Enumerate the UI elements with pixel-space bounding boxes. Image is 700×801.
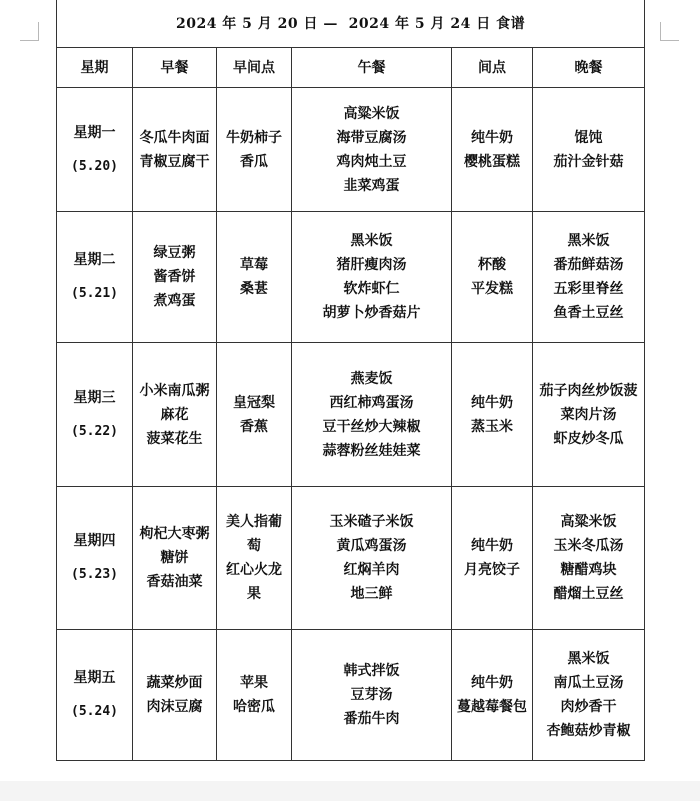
menu-item: 馄饨 bbox=[574, 129, 603, 146]
menu-item: 肉炒香干 bbox=[560, 699, 617, 715]
menu-item: 豆干丝炒大辣椒 bbox=[322, 418, 421, 435]
menu-item: 韭菜鸡蛋 bbox=[343, 177, 400, 194]
menu-item: 菠菜花生 bbox=[146, 430, 203, 447]
menu-item: 肉沫豆腐 bbox=[146, 699, 203, 715]
menu-item: 番茄牛肉 bbox=[343, 711, 400, 727]
day-row bbox=[57, 343, 645, 487]
menu-item: 五彩里脊丝 bbox=[553, 281, 624, 297]
weekday-date: (5.21) bbox=[71, 286, 118, 301]
menu-item: 枸杞大枣粥 bbox=[139, 526, 210, 542]
weekday-name: 星期一 bbox=[73, 124, 116, 141]
lunch-cell bbox=[292, 343, 452, 487]
menu-item: 草莓 bbox=[240, 257, 268, 273]
menu-item: 鱼香土豆丝 bbox=[553, 305, 624, 321]
weekday-name: 星期三 bbox=[73, 389, 116, 406]
menu-item: 蔓越莓餐包 bbox=[457, 699, 527, 715]
menu-item: 冬瓜牛肉面 bbox=[139, 129, 210, 146]
weekly-menu-table bbox=[56, 0, 645, 761]
menu-item: 番茄鲜菇汤 bbox=[553, 257, 624, 273]
menu-item: 青椒豆腐干 bbox=[139, 153, 210, 170]
column-header-morning-snack: 早间点 bbox=[217, 48, 292, 88]
menu-item: 玉米冬瓜汤 bbox=[553, 538, 624, 554]
menu-item: 香菇油菜 bbox=[146, 574, 203, 590]
menu-item: 海带豆腐汤 bbox=[336, 129, 407, 146]
menu-item: 西红柿鸡蛋汤 bbox=[329, 394, 414, 411]
menu-item: 杏鲍菇炒青椒 bbox=[546, 723, 631, 739]
morning-snack-cell bbox=[217, 88, 292, 212]
morning-snack-cell bbox=[217, 487, 292, 630]
menu-item: 黑米饭 bbox=[567, 233, 610, 249]
afternoon-snack-cell bbox=[452, 212, 533, 343]
menu-item: 南瓜土豆汤 bbox=[553, 675, 624, 691]
weekday-cell bbox=[57, 212, 133, 343]
menu-item: 蒜蓉粉丝娃娃菜 bbox=[322, 442, 421, 459]
breakfast-cell bbox=[133, 487, 217, 630]
menu-item: 猪肝瘦肉汤 bbox=[336, 257, 407, 273]
menu-item: 香蕉 bbox=[240, 418, 268, 435]
menu-item: 红心火龙果 bbox=[226, 562, 282, 602]
menu-item: 纯牛奶 bbox=[471, 129, 513, 146]
menu-item: 月亮饺子 bbox=[464, 562, 520, 578]
menu-item: 燕麦饭 bbox=[350, 370, 393, 387]
menu-item: 茄子肉丝炒饭菠菜肉片汤 bbox=[539, 382, 638, 423]
column-header-afternoon-snack: 间点 bbox=[452, 48, 533, 88]
page-corner-mark-right bbox=[660, 22, 679, 41]
day-row bbox=[57, 487, 645, 630]
menu-item: 纯牛奶 bbox=[471, 394, 513, 411]
menu-item: 杯酸 bbox=[478, 257, 506, 273]
dinner-cell bbox=[533, 88, 645, 212]
menu-item: 虾皮炒冬瓜 bbox=[553, 430, 624, 447]
menu-title: 2024 年 5 月 20 日 — 2024 年 5 月 24 日 食谱 bbox=[57, 0, 645, 48]
menu-item: 高粱米饭 bbox=[560, 514, 617, 530]
menu-item: 桑葚 bbox=[240, 281, 268, 297]
menu-item: 蒸玉米 bbox=[471, 418, 513, 435]
weekday-date: (5.22) bbox=[71, 423, 118, 439]
menu-item: 哈密瓜 bbox=[233, 699, 275, 715]
column-header-row bbox=[57, 48, 645, 88]
menu-item: 纯牛奶 bbox=[471, 675, 513, 691]
menu-item: 地三鲜 bbox=[350, 586, 393, 602]
menu-item: 茄汁金针菇 bbox=[553, 153, 624, 170]
weekday-cell bbox=[57, 487, 133, 630]
lunch-cell bbox=[292, 212, 452, 343]
breakfast-cell bbox=[133, 212, 217, 343]
weekday-cell bbox=[57, 343, 133, 487]
breakfast-cell bbox=[133, 343, 217, 487]
menu-item: 鸡肉炖土豆 bbox=[336, 153, 407, 170]
morning-snack-cell bbox=[217, 343, 292, 487]
menu-item: 牛奶柿子 bbox=[226, 129, 282, 146]
page-corner-mark-left bbox=[20, 22, 39, 41]
weekday-name: 星期五 bbox=[73, 670, 116, 686]
menu-item: 胡萝卜炒香菇片 bbox=[322, 305, 421, 321]
lunch-cell bbox=[292, 487, 452, 630]
day-row bbox=[57, 630, 645, 761]
column-header-lunch: 午餐 bbox=[292, 48, 452, 88]
afternoon-snack-cell bbox=[452, 487, 533, 630]
menu-item: 韩式拌饭 bbox=[343, 663, 400, 679]
dinner-cell bbox=[533, 212, 645, 343]
menu-item: 麻花 bbox=[160, 406, 189, 423]
breakfast-cell bbox=[133, 88, 217, 212]
menu-item: 绿豆粥 bbox=[153, 245, 196, 261]
menu-item: 酱香饼 bbox=[153, 269, 196, 285]
weekday-name: 星期四 bbox=[73, 533, 116, 549]
lunch-cell bbox=[292, 88, 452, 212]
column-header-weekday: 星期 bbox=[57, 48, 133, 88]
menu-item: 平发糕 bbox=[471, 281, 513, 297]
menu-item: 黑米饭 bbox=[567, 651, 610, 667]
page-bottom-band bbox=[0, 781, 700, 801]
dinner-cell bbox=[533, 630, 645, 761]
weekday-cell bbox=[57, 88, 133, 212]
menu-item: 醋熘土豆丝 bbox=[553, 586, 624, 602]
menu-item: 煮鸡蛋 bbox=[153, 293, 196, 309]
menu-item: 蔬菜炒面 bbox=[146, 675, 203, 691]
column-header-breakfast: 早餐 bbox=[133, 48, 217, 88]
menu-item: 玉米碴子米饭 bbox=[329, 514, 414, 530]
afternoon-snack-cell bbox=[452, 343, 533, 487]
afternoon-snack-cell bbox=[452, 88, 533, 212]
menu-item: 软炸虾仁 bbox=[343, 281, 400, 297]
lunch-cell bbox=[292, 630, 452, 761]
menu-item: 黄瓜鸡蛋汤 bbox=[336, 538, 407, 554]
weekday-date: (5.23) bbox=[71, 567, 118, 582]
day-row bbox=[57, 212, 645, 343]
afternoon-snack-cell bbox=[452, 630, 533, 761]
dinner-cell bbox=[533, 343, 645, 487]
menu-item: 纯牛奶 bbox=[471, 538, 513, 554]
column-header-dinner: 晚餐 bbox=[533, 48, 645, 88]
menu-item: 红焖羊肉 bbox=[343, 562, 400, 578]
menu-item: 豆芽汤 bbox=[350, 687, 393, 703]
menu-item: 高粱米饭 bbox=[343, 105, 400, 122]
weekday-cell bbox=[57, 630, 133, 761]
morning-snack-cell bbox=[217, 212, 292, 343]
day-row bbox=[57, 88, 645, 212]
menu-item: 黑米饭 bbox=[350, 233, 393, 249]
morning-snack-cell bbox=[217, 630, 292, 761]
weekday-date: (5.24) bbox=[71, 704, 118, 719]
weekday-name: 星期二 bbox=[73, 252, 116, 268]
menu-item: 皇冠梨 bbox=[233, 394, 275, 411]
menu-item: 苹果 bbox=[240, 675, 268, 691]
menu-item: 糖饼 bbox=[160, 550, 189, 566]
dinner-cell bbox=[533, 487, 645, 630]
menu-item: 樱桃蛋糕 bbox=[464, 153, 520, 170]
menu-item: 糖醋鸡块 bbox=[560, 562, 617, 578]
menu-item: 香瓜 bbox=[240, 153, 268, 170]
weekday-date: (5.20) bbox=[71, 158, 118, 174]
menu-item: 小米南瓜粥 bbox=[139, 382, 210, 399]
breakfast-cell bbox=[133, 630, 217, 761]
menu-item: 美人指葡萄 bbox=[226, 514, 282, 554]
